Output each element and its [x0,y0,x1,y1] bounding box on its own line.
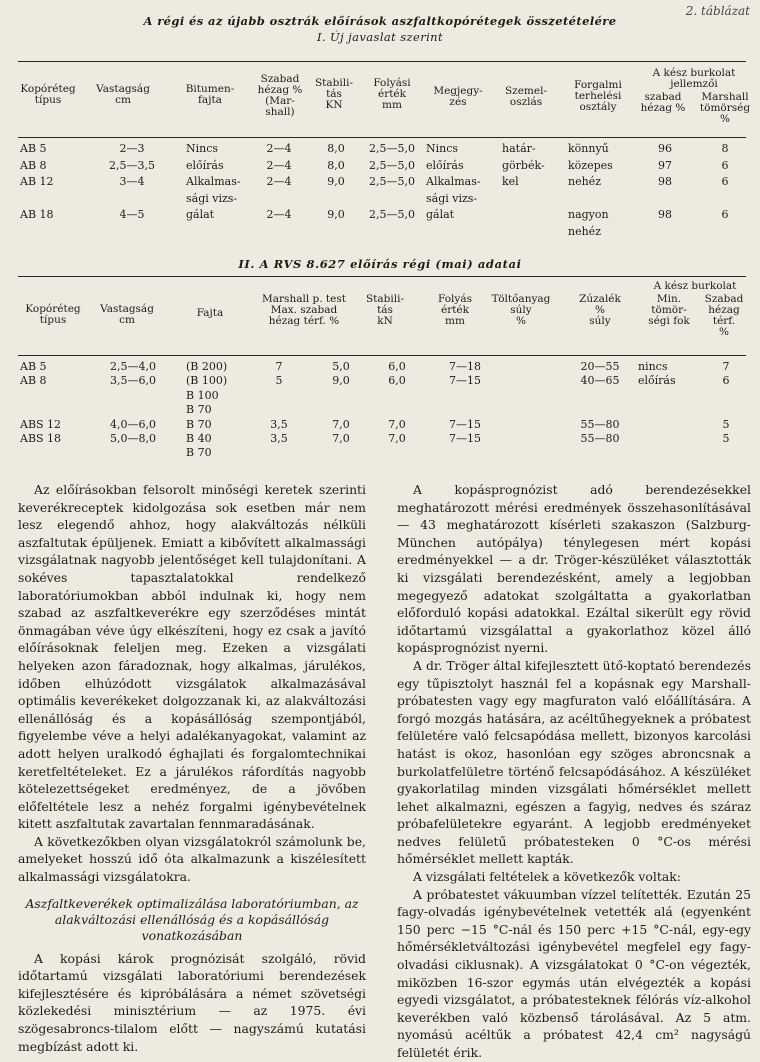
table1-flow-cell: 2,5—5,0 [369,158,415,172]
table2-kind-cell: B 70 [186,403,212,417]
table2-kind-cell: B 40 [186,432,212,445]
t2-h-stab: Stabili- tás kN [365,293,405,327]
table1-stab-cell: 9,0 [327,208,345,221]
table1-traffic-cell: közepes [568,158,613,172]
table2-chip-cell: 20—55 [580,360,620,373]
table1-header-rule [18,137,746,138]
table2-density-cell: előírás [638,374,676,388]
t1-h-void: Szabad hézag % (Mar- shall) [257,73,303,118]
table1-thick-cell: 4—5 [119,208,145,221]
table2-kind-cell: B 70 [186,417,212,431]
t1-h-grading: Szemel- oszlás [504,85,547,108]
table2-free-cell: 7 [722,360,730,373]
table2-top-rule [18,276,746,277]
right-paragraph-1: A kopásprognózist adó berendezésekkel meghatározott mérési eredmények összehasonlításával — 43 meghatározott kísérleti szakaszon (Salzburg-München autópálya) ténylegesen mért kopási eredményekkel — a dr. Tröger-készüléket választották ki vizsgálati berendezésként, amely a legjobban megegyező adatokat szolgáltatta a gyakorlatban előforduló kopási adatokkal. Ezáltal sikerült egy rövid időtartamú vizsgálattal a gyakorlathoz közel álló kopásprognózist nyerni. [397,482,751,656]
table1-bitumen-cell: előírás [186,158,224,172]
t1-h-thick: Vastagság cm [96,83,150,106]
table1-note-cell: előírás [426,158,464,172]
table1-note-cell: gálat [426,208,455,221]
t2-h-finished: A kész burkolat [653,280,737,292]
table2-void-cell: 7 [275,360,283,373]
table1-bitumen-cell: gálat [186,208,215,221]
table1-type-cell: AB 12 [20,175,54,188]
table1-grading-cell: határ- [502,142,536,155]
table2-stab-cell: 7,0 [332,417,350,431]
table2-void-cell: 3,5 [270,432,288,445]
table1-traffic-cell: nehéz [568,175,601,188]
table1-void-cell: 2—4 [266,142,292,155]
table1-stab-cell: 8,0 [327,142,345,155]
table2-thick-cell: 3,5—6,0 [110,374,156,388]
right-paragraph-2: A dr. Tröger által kifejlesztett ütő-koptató berendezés egy tűpisztolyt használ fel a kopásnak egy Marshall-próbatesten vagy egy magfuraton való előállítására. A forgó mozgás hatására, az acéltűhegyeknek a próbatest felületére való felcsapódása mellett, bizonyos karcolási hatást is okoz, hasonlóan egy szöges abroncsnak a burkolatfelületre történő felcsapódásához. A készüléket gyakorlatilag minden vizsgálati hőmérséklet mellett lehet alkalmazni, egészen a fagyig, nedves és száraz próbafelületekre egyaránt. A legjobb eredményeket nedves felületű próbatesteken 0 °C-os mérési hőmérséklet mellett kapták. [397,657,751,867]
t2-h-fill: Töltőanyag súly % [491,293,551,327]
table2-kind-cell: B 100 [186,388,219,402]
table1-marshall-cell: 6 [721,158,729,172]
t2-h-density: Min. tömör- ségi fok [648,293,690,327]
left-paragraph-1: Az előírásokban felsorolt minőségi keretek szerinti keverékreceptek kidolgozása sok esetben már nem lesz elegendő ahhoz, hogy alakváltozás nélküli aszfaltutak épüljenek. Emiatt a kibővített alkalmassági vizsgálatnak nagyobb jelentőséget kell tulajdonítani. A sokéves tapasztalatokkal rendelkező laboratóriumokban abból indulnak ki, hogy nem szabad az aszfaltkeverékre egy szerződéses mintát önmagában véve úgy elkészíteni, hogy ez csak a javító előírásoknak feleljen meg. Ezeken a vizsgálati helyeken azon fáradoznak, hogy alkalmas, járulékos, időben elhúzódott vizsgálatok alkalmazásával optimális keverékeket dolgozzanak ki, az alakváltozási ellenállóság és a kopásállóság szempontjából, figyelembe véve a helyi adalékanyagokat, valamint az adott helyen uralkodó éghajlati és forgalomtechnikai keretfeltételeket. Ez a járulékos ráfordítás nagyobb kötelezettségeket eredményez, de a jövőben előfeltétele lesz a nehéz forgalmi igénybevételnek kitett aszfaltutak zavartalan fennmaradásának. [18,482,366,832]
t2-h-flow: Folyás érték mm [438,293,472,327]
table2-thick-cell: 2,5—4,0 [110,360,156,373]
table-subtitle: I. Új javaslat szerint [316,30,444,44]
t1-h-note: Megjegy- zés [433,85,483,108]
right-paragraph-3: A vizsgálati feltételek a következők voltak: [413,869,681,885]
table1-type-cell: AB 5 [20,142,47,155]
table1-traffic-cell: nagyon [568,208,609,221]
table2-type-cell: ABS 18 [20,432,62,445]
t1-h-freevoid: szabad hézag % [640,91,686,114]
t2-h-void: Marshall p. test Max. szabad hézag térf. % [262,293,346,327]
table2-chip-cell: 55—80 [580,432,620,445]
table2-thick-cell: 4,0—6,0 [110,417,156,431]
t2-h-free: Szabad hézag térf. % [704,293,744,338]
table2-thick-cell: 5,0—8,0 [110,432,156,445]
t1-h-bitumen: Bitumen- fajta [185,83,235,106]
table-number: 2. táblázat [685,4,750,18]
table2-flow-cell: 7,0 [388,417,406,431]
left-paragraph-3: A kopási károk prognózisát szolgáló, rövid időtartamú vizsgálati laboratóriumi berendezések kifejlesztésére és kipróbálására a német szövetségi közlekedési minisztérium — az 1975. évi szögesabroncs-tilalom előtt — nagyszámú kutatási megbízást adott ki. [18,950,366,1054]
t1-h-stab: Stabili- tás KN [314,77,354,111]
table2-header-rule [18,355,746,356]
table2-kind-cell: (B 200) [186,360,228,373]
table1-marshall-cell: 8 [721,142,729,155]
table2-void-cell: 5 [275,374,283,388]
section-heading: Aszfaltkeverékek optimalizálása laboratóriumban, az alakváltozási ellenállóság és a kopásállóság vonatkozásában [25,895,359,943]
table1-free_void-cell: 97 [658,158,672,172]
table1-free_void-cell: 98 [658,208,672,221]
table1-traffic-cell: nehéz [568,224,601,238]
table2-title: II. A RVS 8.627 előírás régi (mai) adatai [238,257,522,271]
table2-flow-cell: 7,0 [388,432,406,445]
table1-note-cell: Nincs [426,142,459,155]
table2-stab-cell: 5,0 [332,360,350,373]
t2-h-type: Kopóréteg típus [25,303,81,326]
table2-fill-cell: 7—15 [449,374,481,388]
table1-flow-cell: 2,5—5,0 [369,175,415,188]
t1-h-flow: Folyási érték mm [373,77,411,111]
table2-type-cell: AB 5 [20,360,47,373]
table2-fill-cell: 7—15 [449,432,481,445]
table1-top-rule [18,61,746,62]
table1-thick-cell: 3—4 [119,175,145,188]
table1-traffic-cell: könnyű [568,142,609,155]
t2-h-thick: Vastagság cm [100,303,154,326]
table2-fill-cell: 7—18 [449,360,481,373]
table2-flow-cell: 6,0 [388,360,406,373]
table2-type-cell: AB 8 [20,374,47,388]
t1-h-traffic: Forgalmi terhelési osztály [574,79,622,113]
t1-h-finished: A kész burkolat jellemzői [652,67,736,90]
table2-void-cell: 3,5 [270,417,288,431]
table2-kind-cell: B 70 [186,446,212,460]
table2-fill-cell: 7—15 [449,417,481,431]
t1-h-marshall: Marshall tömörség % [699,91,751,125]
table1-stab-cell: 9,0 [327,175,345,188]
table2-kind-cell: (B 100) [186,374,228,388]
table2-free-cell: 5 [722,417,730,431]
table1-bitumen-cell: Nincs [186,142,219,155]
table1-void-cell: 2—4 [266,158,292,172]
right-paragraph-4: A próbatestet vákuumban vízzel telítették. Ezután 25 fagy-olvadás igénybevételnek vetették alá (egyenként 150 perc −15 °C-nál és 150 perc +15 °C-nál, egy-egy hőmérsékletváltozási igénybevétel megfelel egy fagy-olvadási ciklusnak). A vizsgálatokat 0 °C-on végezték, miközben 16-szor egymás után elvégezték a kopási egyedi vizsgálatot, a próbatesteknek félórás víz-alkohol keverékben való közbenső tárolásával. Az 5 atm. nyomású acéltűk a próbatest 42,4 cm² nagyságú felületét érik. [397,886,751,1060]
table2-free-cell: 6 [722,374,730,388]
table1-grading-cell: kel [502,175,519,188]
table2-chip-cell: 40—65 [580,374,620,388]
table1-bitumen-cell: sági vizs- [186,191,238,205]
table1-flow-cell: 2,5—5,0 [369,142,415,155]
table1-grading-cell: görbék- [502,158,545,172]
t2-h-kind: Fajta [196,307,224,319]
table1-flow-cell: 2,5—5,0 [369,208,415,221]
t2-h-chip: Zúzalék % súly [579,293,621,327]
table1-note-cell: Alkalmas- [426,175,481,188]
table1-void-cell: 2—4 [266,208,292,221]
table1-stab-cell: 8,0 [327,158,345,172]
table1-thick-cell: 2,5—3,5 [109,158,155,172]
table2-stab-cell: 9,0 [332,374,350,388]
right-column [397,481,751,1062]
t1-h-type: Kopóréteg típus [20,83,76,106]
table2-free-cell: 5 [722,432,730,445]
table1-thick-cell: 2—3 [119,142,145,155]
table1-void-cell: 2—4 [266,175,292,188]
table-title: A régi és az újabb osztrák előírások aszfaltkopórétegek összetételére [143,14,617,28]
table2-type-cell: ABS 12 [20,417,62,431]
table2-stab-cell: 7,0 [332,432,350,445]
left-paragraph-2: A következőkben olyan vizsgálatokról számolunk be, amelyeket hosszú idő óta alkalmazunk a kiszélesített alkalmassági vizsgálatokra. [18,833,366,885]
table1-note-cell: sági vizs- [426,191,478,205]
table1-marshall-cell: 6 [721,175,729,188]
left-column [18,481,366,1055]
table1-type-cell: AB 8 [20,158,47,172]
table1-free_void-cell: 98 [658,175,672,188]
table2-flow-cell: 6,0 [388,374,406,388]
table1-bitumen-cell: Alkalmas- [186,175,241,188]
table1-marshall-cell: 6 [721,208,729,221]
table2-density-cell: nincs [638,360,668,373]
table1-free_void-cell: 96 [658,142,672,155]
table1-type-cell: AB 18 [20,208,54,221]
table2-chip-cell: 55—80 [580,417,620,431]
